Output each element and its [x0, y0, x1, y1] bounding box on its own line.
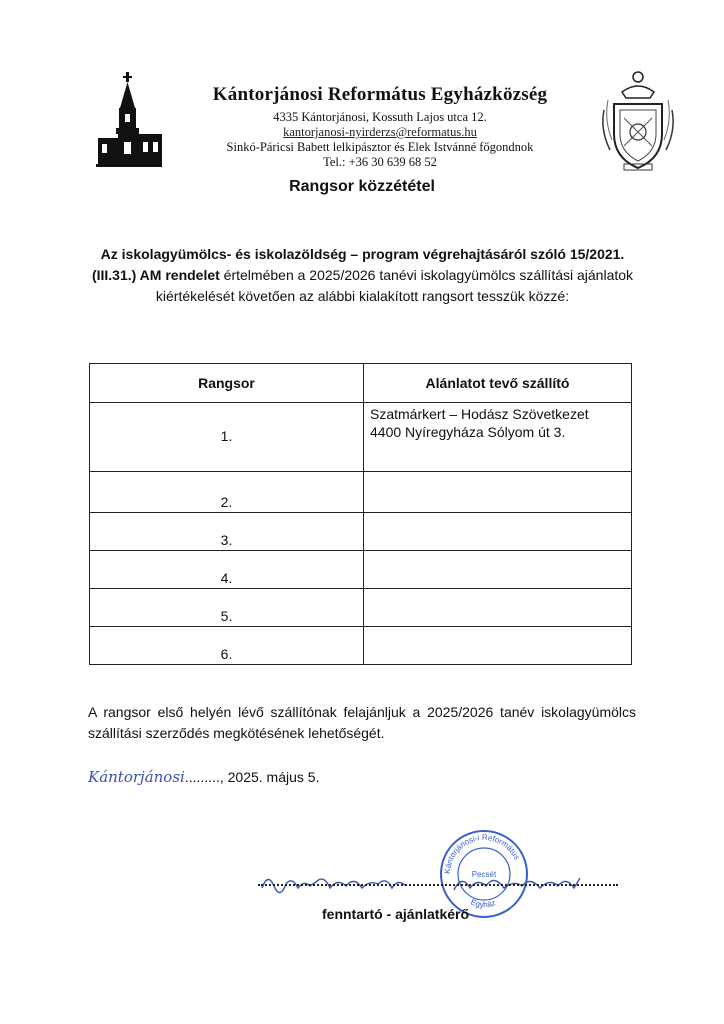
- supplier-cell: [364, 589, 632, 627]
- supplier-cell: [364, 551, 632, 589]
- phone: Tel.: +36 30 639 68 52: [323, 155, 437, 169]
- place-handwritten: Kántorjánosi: [88, 768, 185, 786]
- handwritten-signature-icon: [258, 866, 618, 900]
- officials: Sinkó-Páricsi Babett lelkipásztor és Elek Istvánné főgondnok: [226, 140, 534, 154]
- intro-paragraph: [90, 244, 635, 307]
- ranking-table: [89, 363, 632, 665]
- supplier-cell: [364, 513, 632, 551]
- rank-cell: 2.: [90, 472, 364, 513]
- stamp-center: Pecsét: [471, 870, 497, 879]
- table-row: [90, 589, 632, 627]
- date-text: , 2025. május 5.: [219, 769, 320, 785]
- rank-cell: 3.: [90, 513, 364, 551]
- intro-bold: Az iskolagyümölcs- és iskolazöldség – program végrehajtásáról szóló 15/2021.(III.31.) AM rendelet: [91, 246, 625, 283]
- table-row: [90, 472, 632, 513]
- table-row: [90, 513, 632, 551]
- supplier-address: 4400 Nyíregyháza Sólyom út 3.: [370, 424, 566, 440]
- table-row: [90, 403, 632, 472]
- rank-cell: 6.: [90, 627, 364, 665]
- church-icon: [96, 72, 162, 168]
- address: 4335 Kántorjánosi, Kossuth Lajos utca 12.: [273, 110, 487, 124]
- organization-name: Kántorjánosi Református Egyházközség: [212, 84, 548, 105]
- rank-cell: 1.: [90, 403, 364, 472]
- header-rank: Rangsor: [90, 364, 364, 403]
- table-header-row: [90, 364, 632, 403]
- supplier-cell: [364, 627, 632, 665]
- place-date: [88, 768, 319, 786]
- rank-cell: 4.: [90, 551, 364, 589]
- supplier-cell: [364, 472, 632, 513]
- supplier-name: Szatmárkert – Hodász Szövetkezet: [370, 406, 589, 422]
- table-row: [90, 551, 632, 589]
- coat-of-arms-icon: [600, 70, 676, 174]
- signer-title: fenntartó - ajánlatkérő: [322, 906, 470, 922]
- table-row: [90, 627, 632, 665]
- stamp-text-top: Kántorjánosi-i Református: [442, 832, 522, 875]
- email-link[interactable]: kantorjanosi-nyirderzs@reformatus.hu: [283, 125, 477, 139]
- stamp-text-bottom: Egyház: [469, 897, 497, 910]
- signature-line: [258, 884, 618, 886]
- closing-paragraph: A rangsor első helyén lévő szállítónak felajánljuk a 2025/2026 tanév iskolagyümölcs szállítási szerződés megkötésének lehetőségét.: [88, 704, 636, 741]
- rank-cell: 5.: [90, 589, 364, 627]
- header-supplier: Alánlatot tevő szállító: [364, 364, 632, 403]
- letterhead: [170, 84, 590, 170]
- document-title: Rangsor közzététel: [289, 178, 435, 195]
- place-dots: .........: [184, 769, 220, 785]
- supplier-cell: [364, 403, 632, 472]
- intro-rest: értelmében a 2025/2026 tanévi iskolagyümölcs szállítási ajánlatok kiértékelését követően az alábbi kialakított rangsort tesszük közzé:: [155, 267, 634, 304]
